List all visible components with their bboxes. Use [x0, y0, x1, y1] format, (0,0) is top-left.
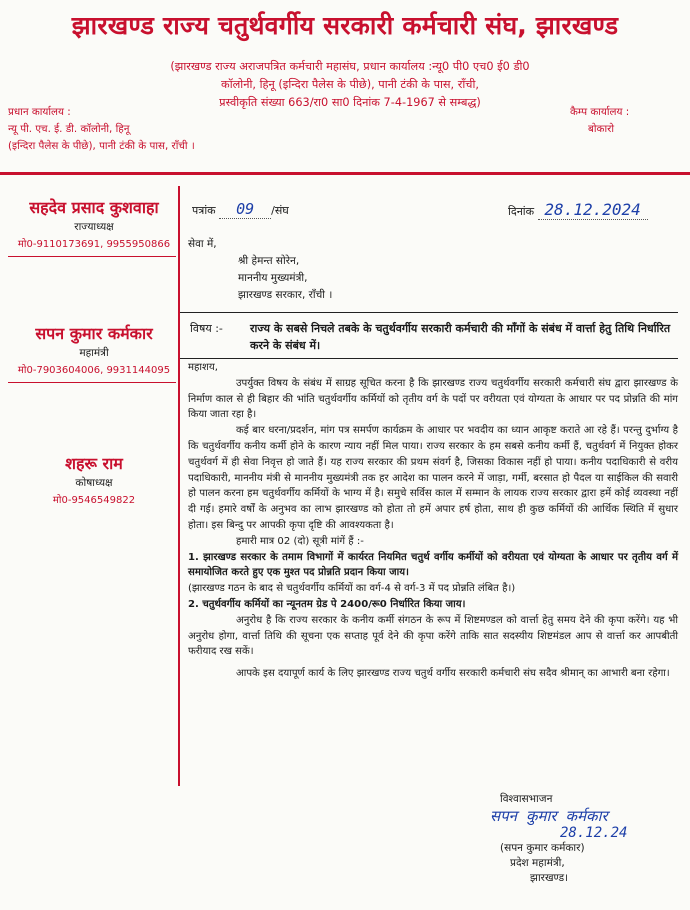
- recipient-name: श्री हेमन्त सोरेन,: [238, 255, 300, 267]
- subject-block: [190, 320, 676, 354]
- affiliation-line-1: (झारखण्ड राज्य अराजपत्रित कर्मचारी महासंघ, प्रधान कार्यालय :न्यू0 पी0 एच0 ई0 डी0: [170, 60, 530, 73]
- subject-text: राज्य के सबसे निचले तबके के चतुर्थवर्गीय सरकारी कर्मचारी की माँगों के संबंध में वार्त्ता हेतु तिथि निर्धारित करने के संबंध में।: [250, 322, 671, 352]
- officer-phone: मो0-7903604006, 9931144095: [17, 365, 171, 376]
- demand-2: 2. चतुर्थवर्गीय कर्मियों का न्यूनतम ग्रेड पे 2400/रू0 निर्धारित किया जाय।: [188, 598, 466, 610]
- officer-phone: मो0-9110173691, 9955950866: [17, 239, 171, 250]
- date-value: 28.12.2024: [544, 200, 641, 219]
- head-office-label: प्रधान कार्यालय :: [8, 106, 71, 118]
- camp-office-address: [570, 104, 680, 138]
- demand-1-note: (झारखण्ड गठन के बाद से चतुर्थवर्गीय कर्मियों का वर्ग-4 से वर्ग-3 में पद प्रोन्नति लंबित है।): [188, 583, 516, 595]
- subject-label: विषय :-: [190, 322, 223, 335]
- handwritten-signature: सपन कुमार कर्मकार: [490, 807, 608, 825]
- body-salutation: महाशय,: [188, 362, 218, 373]
- officer-treasurer: [8, 452, 180, 506]
- organization-title: झारखण्ड राज्य चतुर्थवर्गीय सरकारी कर्मचारी संघ, झारखण्ड: [71, 11, 619, 40]
- reference-row: [192, 200, 672, 219]
- demand-1: 1. झारखण्ड सरकार के तमाम विभागों में कार्यरत नियमित चतुर्थ वर्गीय कर्मीयों को वरीयता एवं योग्यता के आधार पर तृतीय वर्ग में समायोजित करते हुए एक मुश्त पद प्रोन्नति प्रदान किया जाय।: [188, 551, 678, 579]
- officer-designation: कोषाध्यक्ष: [75, 477, 113, 489]
- officer-name: सपन कुमार कर्मकार: [35, 324, 153, 343]
- head-office-line-1: न्यू पी. एच. ई. डी. कॉलोनी, हिनू: [8, 123, 130, 135]
- closing-text: विश्वासभाजन: [500, 793, 553, 805]
- signatory-name: (सपन कुमार कर्मकार): [500, 842, 585, 854]
- subject-bottom-rule: [180, 358, 678, 359]
- body-paragraph-3: अनुरोध है कि राज्य सरकार के कनीय कर्मी संगठन के रूप में शिष्टमण्डल को वार्त्ता हेतु समय देने की कृपा करेंगे। यह भी अनुरोध होगा, वार्त्ता तिथि की सूचना एक सप्ताह पूर्व देने की कृपा करेंगे ताकि सात सदस्यीय शिष्टमंडल आप से वार्त्ता कर आपबीती फरीयाद रख सकें।: [188, 614, 678, 658]
- patrank-label: पत्रांक: [192, 204, 216, 217]
- camp-office-label: कैम्प कार्यालय :: [570, 106, 630, 118]
- head-office-line-2: (इन्दिरा पैलेस के पीछे), पानी टंकी के पास, राँची ।: [8, 140, 195, 152]
- signatory-designation: प्रदेश महामंत्री,: [510, 857, 565, 869]
- demands-intro: हमारी मात्र 02 (दो) सूत्री मांगें हैं :-: [236, 535, 364, 547]
- officer-designation: महामंत्री: [79, 347, 109, 359]
- header-divider: [0, 172, 690, 175]
- body-paragraph-2: कई बार धरना/प्रदर्शन, मांग पत्र समर्पण कार्यक्रम के आधार पर भवदीय का ध्यान आकृष्ट कराते आ रहे हैं। परन्तु दुर्भाग्य है कि चतुर्थवर्गीय कनीय कर्मी होने के कारण न्याय नहीं मिल पाया। राज्य सरकार के हम सबसे कनीय कर्मी हैं, चतुर्थवर्ग में नियुक्त होकर चतुर्थवर्ग में ही सेवा निवृत्त हो जाते हैं। यह राज्य सरकार की प्रथम संवर्ग है, जिसका विकास नहीं हो पाया। कनीय पदाधिकारी से वरीय पदाधिकारी, माननीय मंत्री से माननीय मुख्यमंत्री तक हर आदेश का पालन करने में जाड़ा, गर्मी, बरसात हो पैदल या साईकिल की सवारी हो पालन करना हम चतुर्थवर्गीय कर्मियों के भाग्य में है। समुचे सर्विस काल में सम्मान के लायक राज्य सरकार द्वारा हमें कोई व्यवस्था नहीं दी गई। हमारे वर्षों के अनुभव का लाभ झारखण्ड को होता तो हमें अपार हर्ष होता, साथ ही कुछ कर्मियों की आर्थिक स्थिति में सुधार होता। इस बिन्दु पर आपकी कृपा दृष्टि की आवश्यकता है।: [188, 425, 678, 531]
- date-field: [538, 200, 648, 220]
- date-block: [508, 200, 648, 220]
- recipient-office: झारखण्ड सरकार, राँची ।: [238, 289, 333, 301]
- signatory-state: झारखण्ड।: [530, 872, 569, 884]
- recipient-to: सेवा में,: [188, 238, 217, 250]
- patrank-suffix: /संघ: [271, 204, 289, 217]
- patrank-value: 09: [236, 200, 255, 218]
- recipient-title: माननीय मुख्यमंत्री,: [238, 272, 308, 284]
- officer-name: शहरू राम: [65, 454, 123, 473]
- date-label: दिनांक: [508, 205, 535, 218]
- patrank-field: [219, 200, 271, 219]
- body-paragraph-1: उपर्युक्त विषय के संबंध में साग्रह सूचित करना है कि झारखण्ड राज्य चतुर्थवर्गीय सरकारी कर्मचारी संघ द्वारा झारखण्ड के निर्माण काल से ही बिहार की भांति चतुर्थवर्गीय कर्मियों को तृतीय वर्ग के पदों पर वरीयता एवं योग्यता के आधार पर पद प्रोन्नति की मांग किया जाता रहा है।: [188, 377, 678, 421]
- letter-body: [188, 360, 678, 682]
- signature-block: [490, 792, 680, 886]
- body-paragraph-4: आपके इस दयापूर्ण कार्य के लिए झारखण्ड राज्य चतुर्थ वर्गीय सरकारी कर्मचारी संघ सदैव श्रीमान् का आभारी बना रहेगा।: [236, 668, 670, 680]
- camp-office-city: बोकारो: [588, 123, 614, 135]
- signature-date: 28.12.24: [560, 825, 628, 841]
- sidebar-separator: [8, 382, 176, 383]
- sidebar-separator: [8, 256, 176, 257]
- officer-designation: राज्याध्यक्ष: [74, 221, 114, 233]
- officer-name: सहदेव प्रसाद कुशवाहा: [29, 198, 159, 217]
- head-office-address: [8, 104, 338, 155]
- officer-phone: मो0-9546549822: [52, 495, 136, 506]
- subject-top-rule: [180, 312, 678, 313]
- officer-general-secretary: [8, 322, 180, 376]
- officer-president: [8, 196, 180, 250]
- recipient-block: [188, 236, 678, 304]
- affiliation-line-2: कॉलोनी, हिनू (इन्दिरा पैलेस के पीछे), पानी टंकी के पास, राँची,: [221, 78, 479, 91]
- affiliation-line-3: प्रस्वीकृति संख्या 663/रा0 सा0 दिनांक 7-4-1967 से सम्बद्ध): [219, 96, 481, 109]
